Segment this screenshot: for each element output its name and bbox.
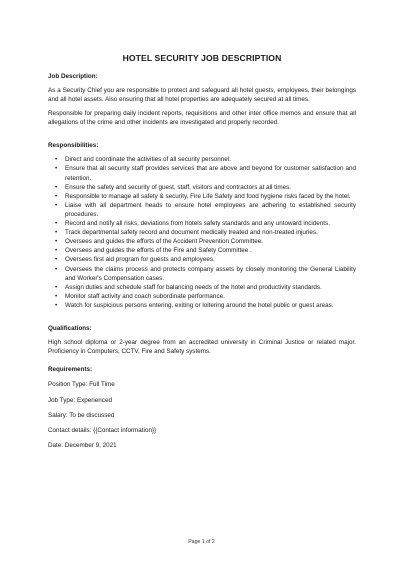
page-number: Page 1 of 2: [188, 539, 215, 545]
list-item: [48, 164, 356, 182]
list-item-text: Oversees and guides the efforts of the Fire and Safety Committee .: [65, 247, 252, 255]
document-content: [48, 52, 356, 451]
list-item-text: Record and notify all risks, deviations from hotels safety standards and any untoward incidents.: [65, 220, 330, 228]
contact-details: Contact details: {{Contact information}}: [48, 427, 157, 435]
position-type: Position Type: Full Time: [48, 381, 115, 389]
job-description-paragraph-2: Responsible for preparing daily incident reports, requisitions and other inter office memos and ensure that all allegations of the crime and other incidents are investigated and properly recorded.: [48, 110, 356, 127]
list-item: [48, 246, 356, 255]
list-item-text: Liaise with all department heads to ensure hotel employees are adhering to established security procedures.: [65, 201, 356, 218]
job-description-heading: Job Description:: [48, 73, 98, 80]
bullet-icon: •: [55, 156, 58, 164]
salary: Salary: To be discussed: [48, 411, 115, 419]
document-date: Date: December 9, 2021: [48, 442, 117, 450]
list-item-text: Oversees and guides the efforts of the Accident Prevention Committee.: [65, 238, 263, 246]
list-item-text: Track departmental safety record and document medically treated and non-treated injuries.: [65, 229, 318, 237]
responsibilities-list: [48, 155, 356, 310]
list-item: [48, 283, 356, 292]
bullet-icon: •: [55, 165, 58, 173]
responsibilities-heading: Responsibilities:: [48, 142, 99, 150]
requirements-heading: Requirements:: [48, 366, 93, 374]
list-item: [48, 201, 356, 219]
list-item: [48, 292, 356, 301]
bullet-icon: •: [55, 301, 58, 309]
list-item: [48, 183, 356, 192]
list-item-text: Oversees the claims process and protects company assets by closely monitoring the General Liability and Worker's Compensation cases.: [65, 265, 356, 282]
list-item: [48, 237, 356, 246]
list-item-text: Oversees first aid program for guests and employees.: [65, 256, 215, 264]
qualifications-text: High school diploma or 2-year degree from an accredited university in Criminal Justice or related major. Proficiency in Computers, CCTV, Fire and Safety systems.: [48, 338, 356, 356]
bullet-icon: •: [55, 229, 58, 237]
list-item-text: Monitor staff activity and coach subordinate performance.: [65, 292, 225, 300]
bullet-icon: •: [55, 256, 58, 264]
bullet-icon: •: [55, 220, 58, 228]
list-item-text: Ensure that all security staff provides services that are above and beyond for customer satisfaction and retention.: [65, 165, 356, 182]
qualifications-heading: Qualifications:: [48, 324, 92, 332]
bullet-icon: •: [55, 283, 58, 291]
bullet-icon: •: [55, 247, 58, 255]
job-type: Job Type: Experienced: [48, 396, 112, 404]
bullet-icon: •: [55, 192, 58, 200]
list-item-text: Assign duties and schedule staff for balancing needs of the hotel and productivity standards.: [65, 283, 322, 291]
bullet-icon: •: [55, 201, 58, 209]
list-item: [48, 155, 356, 164]
document-title: HOTEL SECURITY JOB DESCRIPTION: [122, 53, 282, 63]
list-item: [48, 192, 356, 201]
list-item: [48, 301, 356, 310]
list-item-text: Ensure the safety and security of guest, staff, visitors and contractors at all times.: [65, 183, 291, 191]
job-description-paragraph-1: As a Security Chief you are responsible to protect and safeguard all hotel guests, employees, their belongings and all hotel assets. Also ensuring that all hotel properties are adequately secured at all times.: [48, 87, 356, 104]
list-item-text: Watch for suspicious persons entering, exiting or loitering around the hotel public or guest areas.: [65, 301, 334, 309]
list-item-text: Direct and coordinate the activities of all security personnel.: [65, 156, 231, 164]
bullet-icon: •: [55, 183, 58, 191]
list-item-text: Responsible to manage all safety & security, Fire Life Safety and food hygiene risks faced by the hotel.: [65, 192, 351, 200]
list-item: [48, 219, 356, 228]
bullet-icon: •: [55, 238, 58, 246]
bullet-icon: •: [55, 292, 58, 300]
list-item: [48, 255, 356, 264]
list-item: [48, 265, 356, 283]
bullet-icon: •: [55, 265, 58, 273]
list-item: [48, 228, 356, 237]
